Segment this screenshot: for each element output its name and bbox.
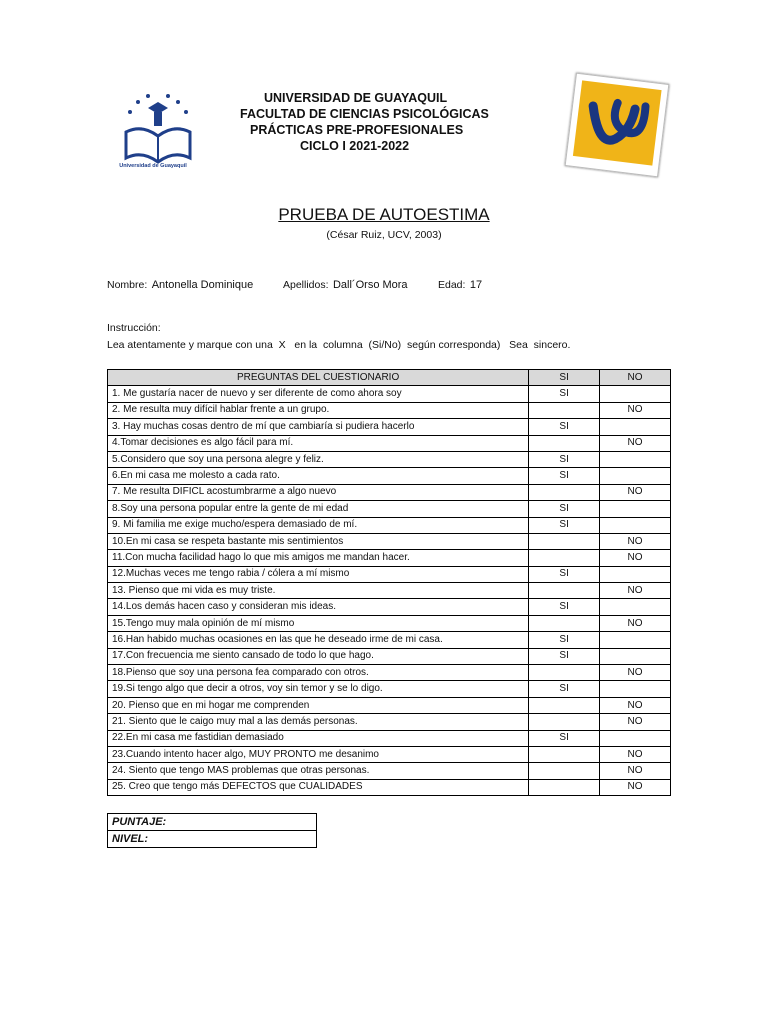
si-cell[interactable]: SI (529, 566, 600, 582)
no-cell[interactable] (600, 468, 671, 484)
header-practices: PRÁCTICAS PRE-PROFESIONALES (250, 123, 464, 137)
table-row (108, 730, 671, 746)
si-cell[interactable]: SI (529, 681, 600, 697)
si-cell[interactable] (529, 779, 600, 795)
no-cell[interactable]: NO (600, 583, 671, 599)
question-cell[interactable]: 2. Me resulta muy difícil hablar frente a un grupo. (108, 402, 529, 418)
question-cell[interactable]: 16.Han habido muchas ocasiones en las que he deseado irme de mi casa. (108, 632, 529, 648)
question-cell[interactable]: 11.Con mucha facilidad hago lo que mis amigos me mandan hacer. (108, 550, 529, 566)
si-cell[interactable] (529, 665, 600, 681)
question-cell[interactable]: 13. Pienso que mi vida es muy triste. (108, 583, 529, 599)
questionnaire-table (107, 369, 671, 796)
no-cell[interactable]: NO (600, 714, 671, 730)
question-cell[interactable]: 19.Si tengo algo que decir a otros, voy sin temor y se lo digo. (108, 681, 529, 697)
table-row (108, 468, 671, 484)
no-cell[interactable]: NO (600, 402, 671, 418)
question-cell[interactable]: 7. Me resulta DIFICL acostumbrarme a algo nuevo (108, 484, 529, 500)
si-cell[interactable] (529, 714, 600, 730)
si-cell[interactable] (529, 583, 600, 599)
table-row (108, 599, 671, 615)
no-cell[interactable] (600, 419, 671, 435)
table-row (108, 615, 671, 631)
no-cell[interactable]: NO (600, 779, 671, 795)
si-cell[interactable]: SI (529, 648, 600, 664)
question-cell[interactable]: 24. Siento que tengo MAS problemas que otras personas. (108, 763, 529, 779)
apellidos-field (283, 275, 408, 293)
table-row (108, 419, 671, 435)
header-questions: PREGUNTAS DEL CUESTIONARIO (108, 370, 529, 386)
nivel-label: NIVEL: (108, 831, 317, 848)
header-cycle: CICLO I 2021-2022 (300, 139, 410, 153)
si-cell[interactable]: SI (529, 468, 600, 484)
question-cell[interactable]: 22.En mi casa me fastidian demasiado (108, 730, 529, 746)
si-cell[interactable] (529, 615, 600, 631)
si-cell[interactable] (529, 484, 600, 500)
edad-value: 17 (469, 279, 483, 291)
header-no: NO (600, 370, 671, 386)
question-cell[interactable]: 8.Soy una persona popular entre la gente de mi edad (108, 501, 529, 517)
no-cell[interactable] (600, 730, 671, 746)
page-subtitle: (César Ruiz, UCV, 2003) (326, 229, 442, 241)
question-cell[interactable]: 5.Considero que soy una persona alegre y feliz. (108, 451, 529, 467)
si-cell[interactable]: SI (529, 632, 600, 648)
no-cell[interactable]: NO (600, 697, 671, 713)
table-row (108, 533, 671, 549)
table-row (108, 402, 671, 418)
header-faculty: FACULTAD DE CIENCIAS PSICOLÓGICAS (240, 107, 489, 121)
table-row (108, 632, 671, 648)
si-cell[interactable]: SI (529, 386, 600, 402)
page-title: PRUEBA DE AUTOESTIMA (278, 205, 490, 224)
table-row (108, 501, 671, 517)
question-cell[interactable]: 25. Creo que tengo más DEFECTOS que CUALIDADES (108, 779, 529, 795)
question-cell[interactable]: 18.Pienso que soy una persona fea comparado con otros. (108, 665, 529, 681)
si-cell[interactable]: SI (529, 517, 600, 533)
no-cell[interactable]: NO (600, 550, 671, 566)
si-cell[interactable] (529, 697, 600, 713)
table-row (108, 517, 671, 533)
si-cell[interactable] (529, 550, 600, 566)
question-cell[interactable]: 15.Tengo muy mala opinión de mí mismo (108, 615, 529, 631)
table-row (108, 435, 671, 451)
table-row (108, 746, 671, 762)
edad-field (438, 275, 482, 293)
table-row (108, 697, 671, 713)
table-row (108, 484, 671, 500)
si-cell[interactable] (529, 746, 600, 762)
question-cell[interactable]: 4.Tomar decisiones es algo fácil para mí. (108, 435, 529, 451)
apellidos-label: Apellidos: (283, 279, 329, 291)
no-cell[interactable] (600, 517, 671, 533)
table-row (108, 451, 671, 467)
question-cell[interactable]: 14.Los demás hacen caso y consideran mis ideas. (108, 599, 529, 615)
header-si: SI (529, 370, 600, 386)
table-header-row (108, 370, 671, 386)
si-cell[interactable]: SI (529, 419, 600, 435)
header-university: UNIVERSIDAD DE GUAYAQUIL (264, 91, 448, 105)
nombre-field (107, 275, 253, 293)
table-row (108, 681, 671, 697)
score-row-nivel (108, 831, 317, 848)
question-cell[interactable]: 3. Hay muchas cosas dentro de mí que cambiaría si pudiera hacerlo (108, 419, 529, 435)
question-cell[interactable]: 9. Mi familia me exige mucho/espera demasiado de mí. (108, 517, 529, 533)
no-cell[interactable]: NO (600, 484, 671, 500)
no-cell[interactable]: NO (600, 533, 671, 549)
nombre-label: Nombre: (107, 279, 148, 291)
no-cell[interactable]: NO (600, 615, 671, 631)
edad-label: Edad: (438, 279, 466, 291)
si-cell[interactable] (529, 533, 600, 549)
no-cell[interactable]: NO (600, 763, 671, 779)
no-cell[interactable]: NO (600, 435, 671, 451)
question-cell[interactable]: 12.Muchas veces me tengo rabia / cólera a mí mismo (108, 566, 529, 582)
table-row (108, 566, 671, 582)
question-cell[interactable]: 6.En mi casa me molesto a cada rato. (108, 468, 529, 484)
university-logo-caption: Universidad de Guayaquil (119, 163, 187, 169)
no-cell[interactable] (600, 451, 671, 467)
no-cell[interactable] (600, 501, 671, 517)
no-cell[interactable] (600, 681, 671, 697)
si-cell[interactable]: SI (529, 451, 600, 467)
table-row (108, 648, 671, 664)
instructions-text: Lea atentamente y marque con una X en la columna (Si/No) según corresponda) Sea sincero. (107, 339, 571, 351)
table-row (108, 550, 671, 566)
si-cell[interactable] (529, 402, 600, 418)
no-cell[interactable] (600, 386, 671, 402)
no-cell[interactable] (600, 599, 671, 615)
si-cell[interactable]: SI (529, 501, 600, 517)
no-cell[interactable] (600, 648, 671, 664)
table-row (108, 386, 671, 402)
table-row (108, 763, 671, 779)
instructions-heading: Instrucción: (107, 322, 161, 334)
no-cell[interactable]: NO (600, 746, 671, 762)
no-cell[interactable]: NO (600, 665, 671, 681)
question-cell[interactable]: 20. Pienso que en mi hogar me comprenden (108, 697, 529, 713)
si-cell[interactable] (529, 435, 600, 451)
question-cell[interactable]: 1. Me gustaría nacer de nuevo y ser diferente de como ahora soy (108, 386, 529, 402)
question-cell[interactable]: 10.En mi casa se respeta bastante mis sentimientos (108, 533, 529, 549)
faculty-logo-photo (565, 73, 670, 178)
apellidos-value: Dall´Orso Mora (332, 279, 408, 291)
table-row (108, 779, 671, 795)
si-cell[interactable] (529, 763, 600, 779)
no-cell[interactable] (600, 566, 671, 582)
no-cell[interactable] (600, 632, 671, 648)
question-cell[interactable]: 23.Cuando intento hacer algo, MUY PRONTO me desanimo (108, 746, 529, 762)
question-cell[interactable]: 17.Con frecuencia me siento cansado de todo lo que hago. (108, 648, 529, 664)
score-row-puntaje (108, 814, 317, 831)
nombre-value: Antonella Dominique (151, 279, 254, 291)
si-cell[interactable]: SI (529, 599, 600, 615)
question-cell[interactable]: 21. Siento que le caigo muy mal a las demás personas. (108, 714, 529, 730)
table-row (108, 583, 671, 599)
puntaje-label: PUNTAJE: (108, 814, 317, 831)
si-cell[interactable]: SI (529, 730, 600, 746)
score-table (107, 813, 317, 848)
table-row (108, 665, 671, 681)
table-row (108, 714, 671, 730)
